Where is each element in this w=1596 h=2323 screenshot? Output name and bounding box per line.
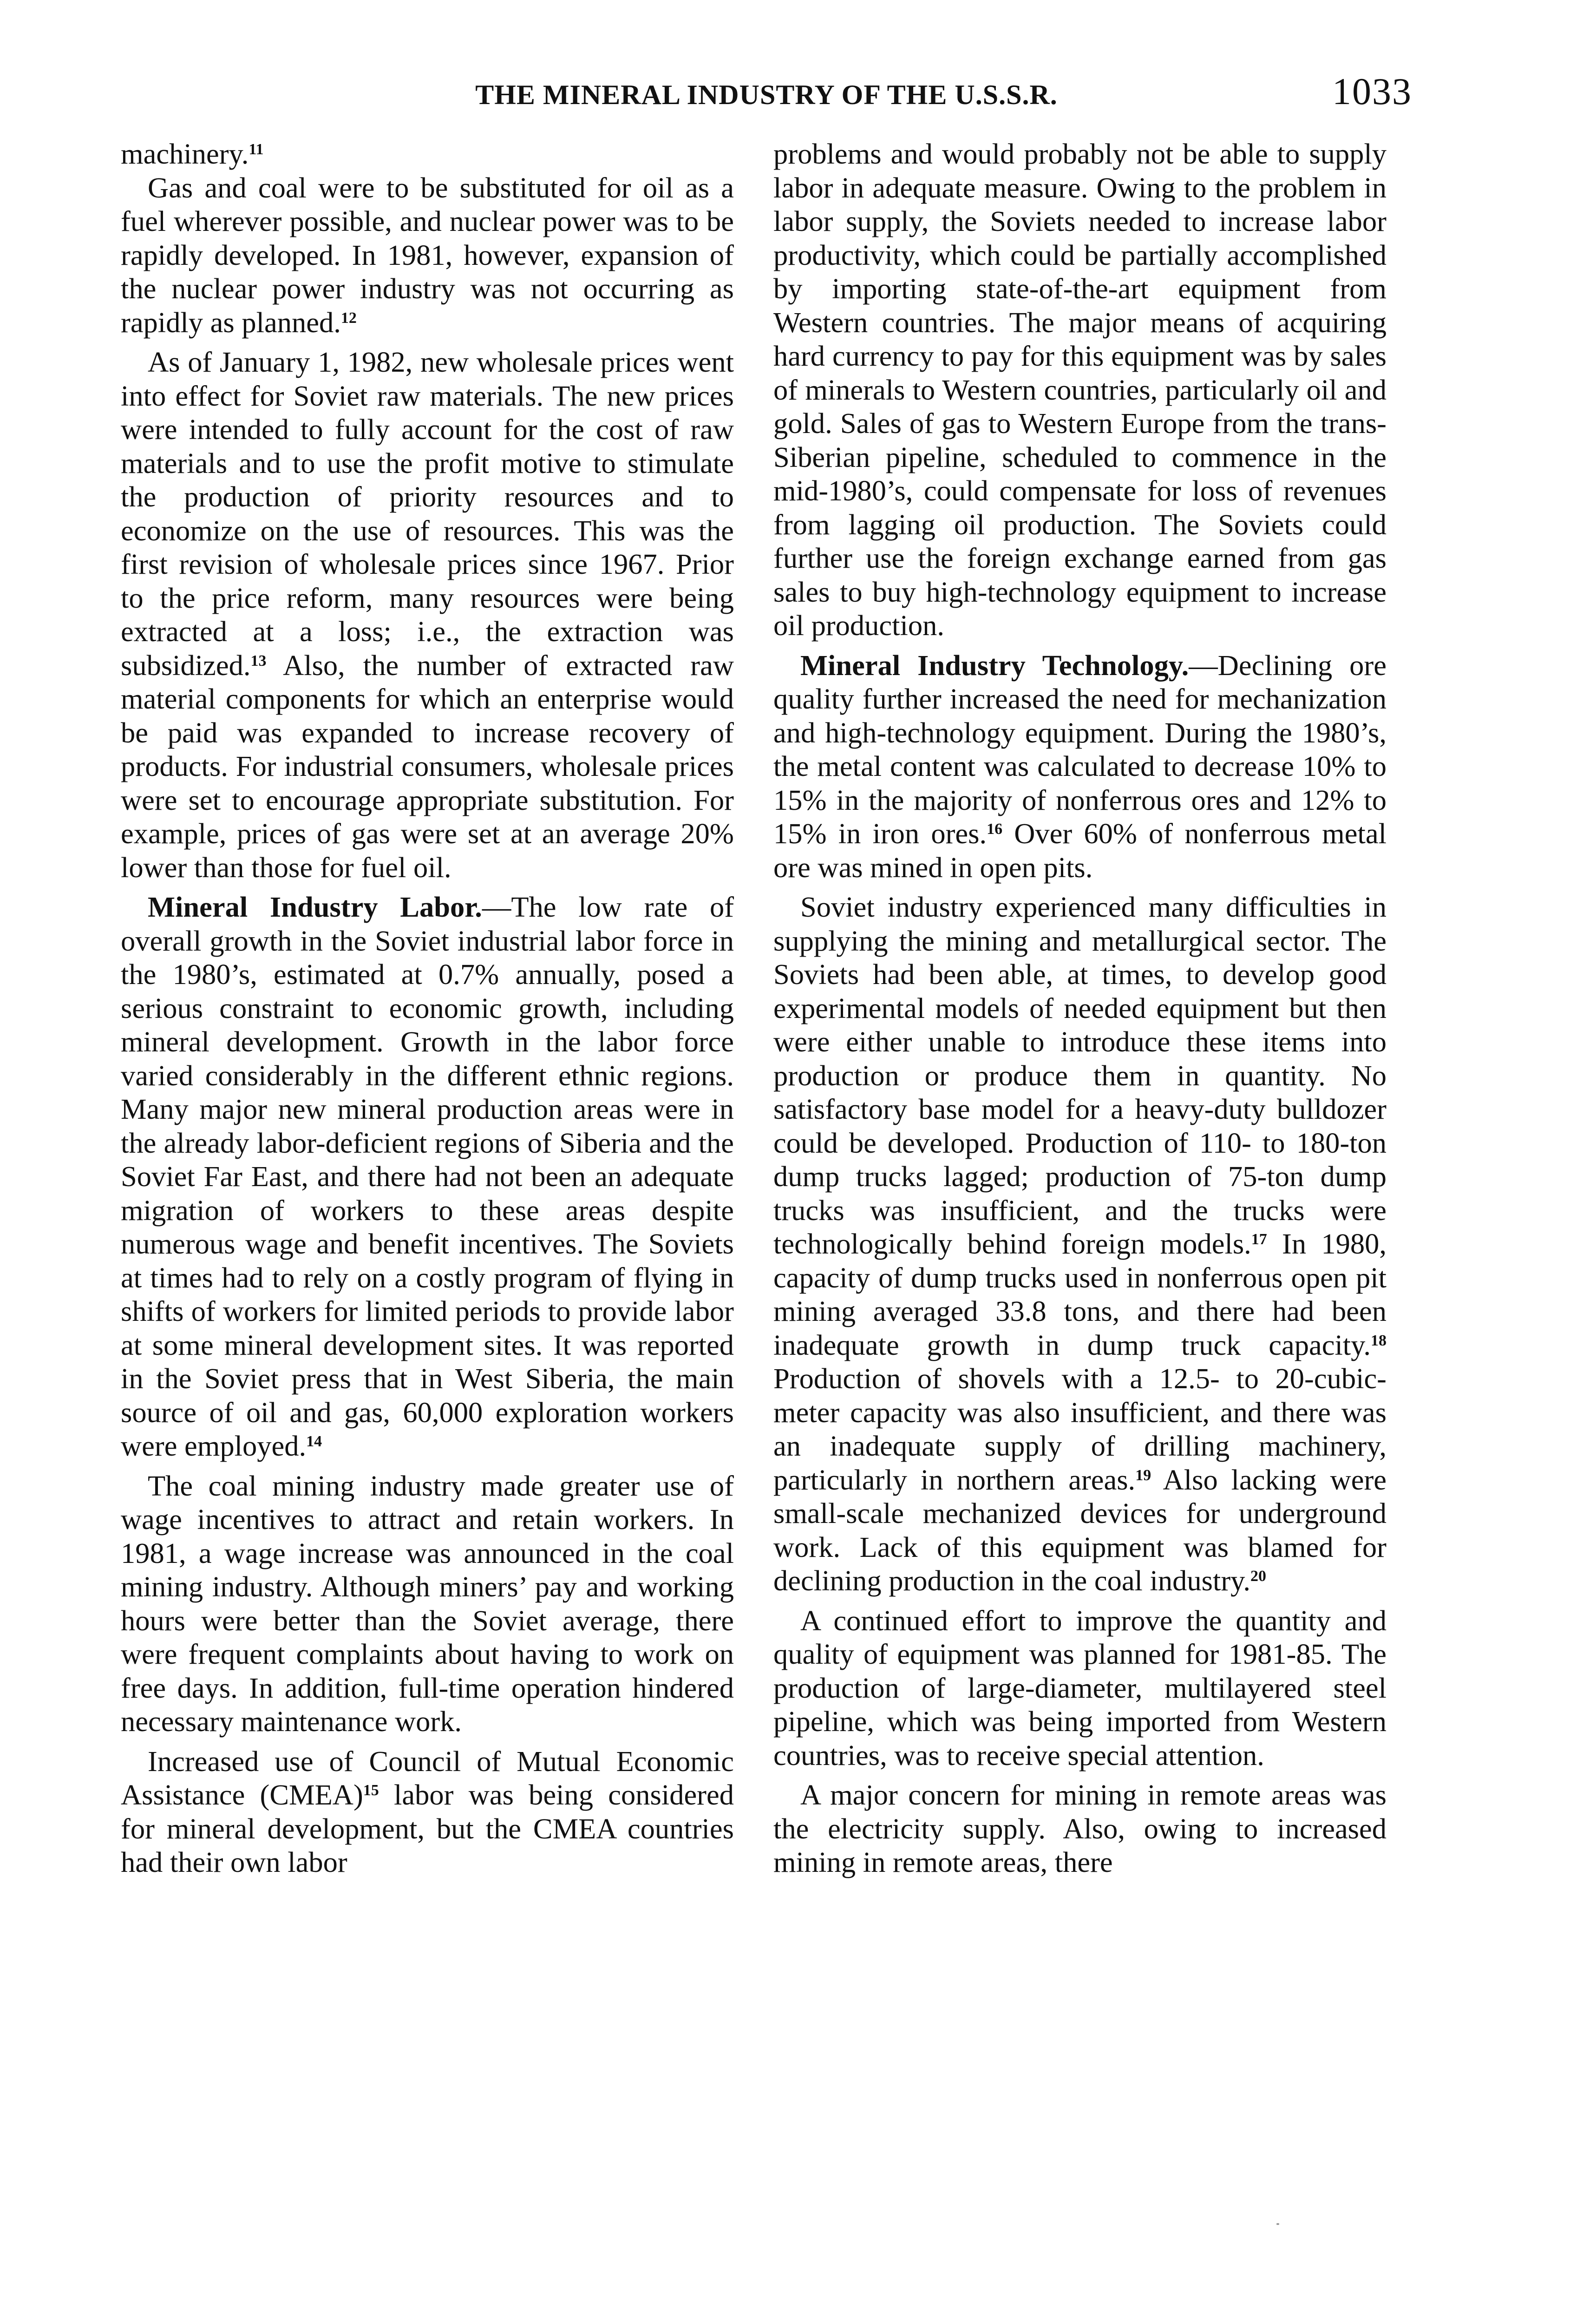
paragraph-text: —The low rate of overall growth in the Soviet industrial labor force in the 1980’s, estimated at 0.7% annually, posed a serious constraint to economic growth, including mineral development. Growth in the labor force varied considerably in the different ethnic regions. Many major new mineral production areas were in the already labor-deficient regions of Siberia and the Soviet Far East, and there had not been an adequate migration of workers to these areas despite numerous wage and benefit incentives. The Soviets at times had to rely on a costly program of flying in shifts of workers for limited periods to provide labor at some mineral development sites. It was reported in the Soviet press that in West Siberia, the main source of oil and gas, 60,000 exploration workers were employed. <box>121 891 734 1462</box>
paragraph-text: machinery. <box>121 138 249 170</box>
footnote-ref: 11 <box>249 141 264 158</box>
footnote-ref: 18 <box>1371 1332 1387 1349</box>
paragraph-text: Also, the number of extracted raw material components for which an enterprise would be paid was expanded to increase recovery of products. For industrial consumers, wholesale prices were set to encourage appropriate substitution. For example, prices of gas were set at an average 20% lower than those for fuel oil. <box>121 649 734 884</box>
footnote-ref: 20 <box>1250 1568 1266 1585</box>
paragraph-text: labor was being considered for mineral development, but the CMEA countries had their own labor <box>121 1778 734 1878</box>
section-heading: Mineral Industry Labor. <box>148 891 482 923</box>
footnote-ref: 16 <box>987 820 1003 838</box>
left-text-column <box>121 137 734 1879</box>
paragraph-text: Increased use of Council of Mutual Economic Assistance (CMEA) <box>121 1745 734 1811</box>
paragraph <box>773 649 1387 885</box>
paragraph: problems and would probably not be able to supply labor in adequate measure. Owing to the problem in labor supply, the Soviets needed to increase labor productivity, which could be partially accomplished by importing state-of-the-art equipment from Western countries. The major means of acquiring hard currency to pay for this equipment was by sales of minerals to Western countries, particularly oil and gold. Sales of gas to Western Europe from the trans-Siberian pipeline, scheduled to commence in the mid-1980’s, could compensate for loss of revenues from lagging oil production. The Soviets could further use the foreign exchange earned from gas sales to buy high-technology equipment to increase oil production. <box>773 138 1387 642</box>
paragraph-text: As of January 1, 1982, new wholesale prices went into effect for Soviet raw materials. The new prices were intended to fully account for the cost of raw materials and to use the profit motive to stimulate the production of priority resources and to economize on the use of resources. This was the first revision of wholesale prices since 1967. Prior to the price reform, many resources were being extracted at a loss; i.e., the extraction was subsidized. <box>121 346 734 682</box>
paragraph <box>121 890 734 1463</box>
paragraph-text: Gas and coal were to be substituted for oil as a fuel wherever possible, and nuclear power was to be rapidly developed. In 1981, however, expansion of the nuclear power industry was not occurring as rapidly as planned. <box>121 171 734 339</box>
footnote-ref: 17 <box>1251 1231 1267 1248</box>
right-text-column <box>773 137 1387 1879</box>
paragraph-text: In 1980, capacity of dump trucks used in nonferrous open pit mining averaged 33.8 tons, and there had been inadequate growth in dump truck capacity. <box>773 1227 1387 1361</box>
paragraph-text: Production of shovels with a 12.5- to 20-cubic-meter capacity was also insufficient, and there was an inadequate supply of drilling machinery, particularly in northern areas. <box>773 1362 1387 1496</box>
paragraph <box>121 171 734 340</box>
page-number: 1033 <box>1332 70 1412 112</box>
footnote-ref: 12 <box>340 309 357 327</box>
paragraph <box>773 890 1387 1598</box>
paragraph-text: Over 60% of nonferrous metal ore was mined in open pits. <box>773 817 1387 884</box>
paragraph-text: Also lacking were small-scale mechanized devices for underground work. Lack of this equipment was blamed for declining production in the coal industry. <box>773 1463 1387 1597</box>
footnote-ref: 13 <box>250 652 267 669</box>
paragraph <box>121 1745 734 1879</box>
paragraph <box>121 137 734 171</box>
running-header <box>121 70 1412 121</box>
scan-speck <box>1276 2223 1279 2225</box>
paragraph <box>121 345 734 884</box>
paragraph: A major concern for mining in remote areas was the electricity supply. Also, owing to increased mining in remote areas, there <box>773 1778 1387 1878</box>
footnote-ref: 14 <box>306 1433 322 1450</box>
paragraph-text: —Declining ore quality further increased the need for mechanization and high-technology equipment. During the 1980’s, the metal content was calculated to decrease 10% to 15% in the majority of nonferrous ores and 12% to 15% in iron ores. <box>773 649 1387 850</box>
section-heading: Mineral Industry Technology. <box>800 649 1189 682</box>
running-head-title: THE MINERAL INDUSTRY OF THE U.S.S.R. <box>475 79 1058 110</box>
footnote-ref: 15 <box>363 1782 379 1799</box>
paragraph: A continued effort to improve the quantity and quality of equipment was planned for 1981-85. The production of large-diameter, multilayered steel pipeline, which was being imported from Western countries, was to receive special attention. <box>773 1604 1387 1772</box>
paragraph: The coal mining industry made greater use of wage incentives to attract and retain workers. In 1981, a wage increase was announced in the coal mining industry. Although miners’ pay and working hours were better than the Soviet average, there were frequent complaints about having to work on free days. In addition, full-time operation hindered necessary maintenance work. <box>121 1469 734 1738</box>
footnote-ref: 19 <box>1135 1466 1151 1484</box>
paragraph-text: Soviet industry experienced many difficulties in supplying the mining and metallurgical sector. The Soviets had been able, at times, to develop good experimental models of needed equipment but then were either unable to introduce these items into production or produce them in quantity. No satisfactory base model for a heavy-duty bulldozer could be developed. Production of 110- to 180-ton dump trucks lagged; production of 75-ton dump trucks was insufficient, and the trucks were technologically behind foreign models. <box>773 891 1387 1260</box>
